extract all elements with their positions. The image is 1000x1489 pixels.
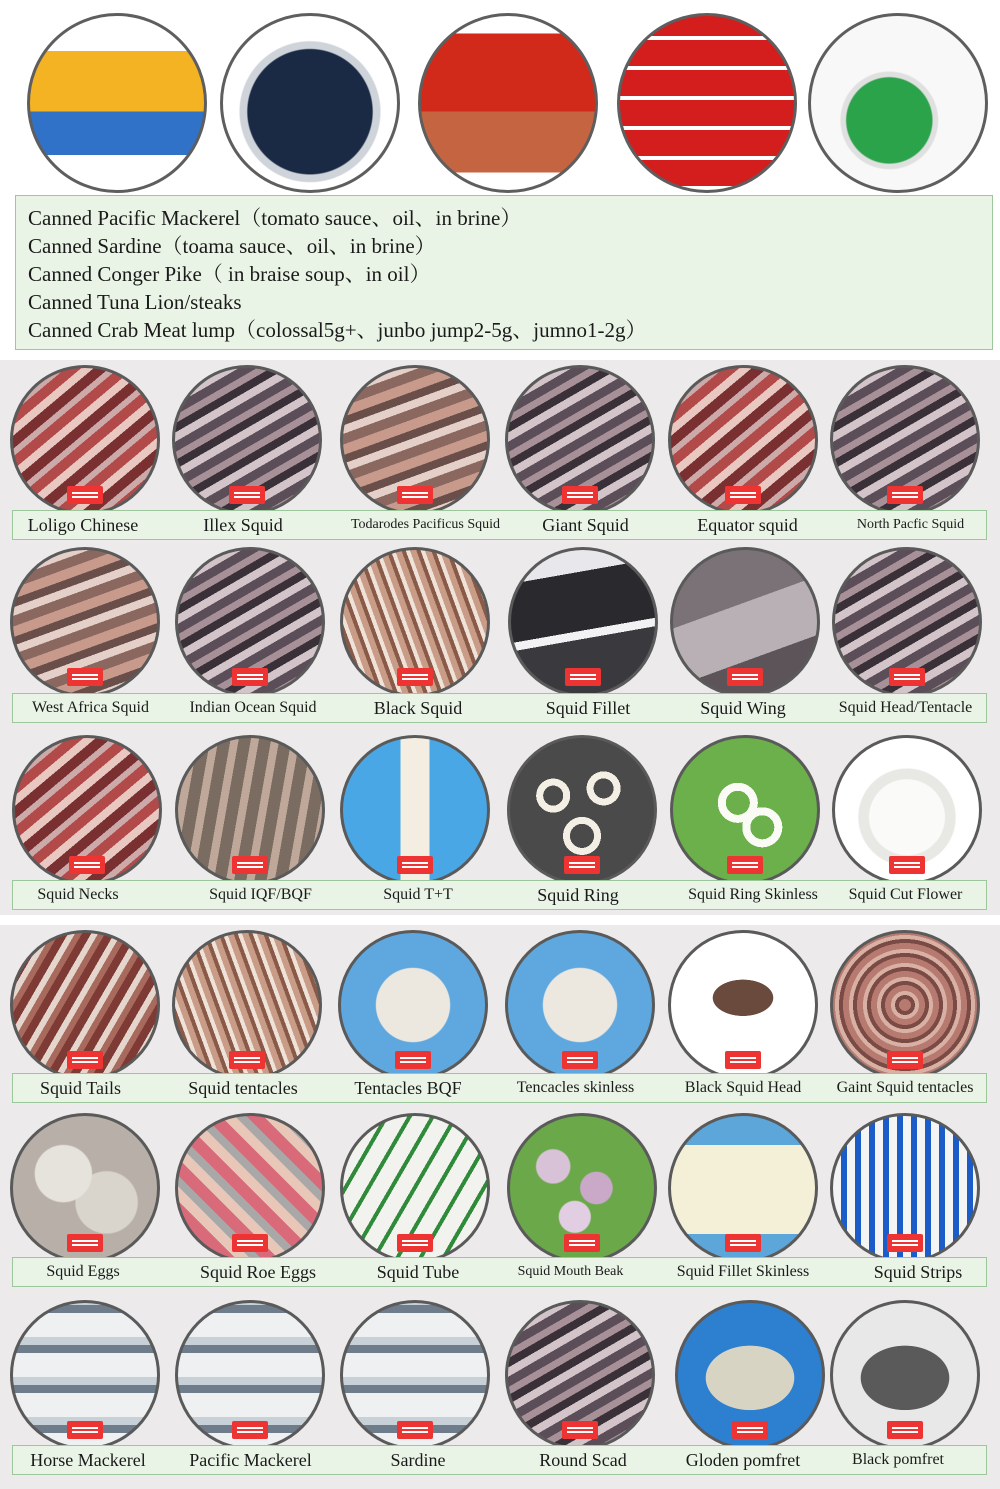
brand-stamp-icon xyxy=(562,1421,598,1439)
product-image xyxy=(10,547,160,697)
product-label: Gloden pomfret xyxy=(685,1450,801,1470)
brand-stamp-icon xyxy=(229,486,265,504)
brand-stamp-icon xyxy=(395,1051,431,1069)
canned-product-image xyxy=(418,13,598,193)
product-label: Sardine xyxy=(390,1450,446,1470)
brand-stamp-icon xyxy=(889,856,925,874)
product-label: Squid Fillet xyxy=(545,698,631,718)
brand-stamp-icon xyxy=(725,486,761,504)
product-image xyxy=(175,1113,325,1263)
brand-stamp-icon xyxy=(67,1234,103,1252)
product-label: Indian Ocean Squid xyxy=(189,699,317,716)
canned-line: Canned Tuna Lion/steaks xyxy=(28,290,242,314)
product-image xyxy=(830,1113,980,1263)
canned-product-list xyxy=(15,195,993,350)
product-image xyxy=(12,735,162,885)
label-band xyxy=(12,880,987,910)
brand-stamp-icon xyxy=(565,668,601,686)
brand-stamp-icon xyxy=(232,668,268,686)
product-label: Squid Strips xyxy=(873,1262,963,1282)
product-label: Giant Squid xyxy=(542,515,629,535)
canned-line: Canned Sardine（toama sauce、oil、in brine） xyxy=(28,234,436,258)
brand-stamp-icon xyxy=(725,1234,761,1252)
brand-stamp-icon xyxy=(564,1234,600,1252)
brand-stamp-icon xyxy=(67,668,103,686)
product-image xyxy=(670,547,820,697)
product-label: Squid Ring xyxy=(537,885,619,905)
product-image xyxy=(505,930,655,1080)
product-image xyxy=(340,547,490,697)
brand-stamp-icon xyxy=(889,668,925,686)
label-band xyxy=(12,1257,987,1287)
product-label: Squid Mouth Beak xyxy=(517,1264,624,1279)
canned-line: Canned Pacific Mackerel（tomato sauce、oil、in brine） xyxy=(28,206,522,230)
product-image xyxy=(340,1300,490,1450)
canned-product-image xyxy=(27,13,207,193)
brand-stamp-icon xyxy=(397,486,433,504)
label-band xyxy=(12,510,987,540)
canned-product-image xyxy=(617,13,797,193)
product-image xyxy=(830,1300,980,1450)
product-label: Squid Cut Flower xyxy=(848,886,963,903)
product-label: Black Squid xyxy=(373,698,463,718)
brand-stamp-icon xyxy=(887,486,923,504)
product-label: Round Scad xyxy=(539,1450,627,1470)
product-image xyxy=(507,735,657,885)
product-label: Illex Squid xyxy=(203,515,283,535)
product-image xyxy=(675,1300,825,1450)
product-label: Pacific Mackerel xyxy=(189,1450,312,1470)
product-label: Squid Ring Skinless xyxy=(688,886,818,903)
product-image xyxy=(340,1113,490,1263)
product-label: Horse Mackerel xyxy=(30,1450,146,1470)
squid-section xyxy=(0,360,1000,915)
brand-stamp-icon xyxy=(887,1051,923,1069)
label-band xyxy=(12,1445,987,1475)
product-label: Loligo Chinese xyxy=(27,515,139,535)
product-image xyxy=(10,1113,160,1263)
product-image xyxy=(172,365,322,515)
product-label: North Pacfic Squid xyxy=(856,517,965,532)
product-image xyxy=(668,930,818,1080)
squid-fish-section xyxy=(0,925,1000,1489)
product-label: Tentacles BQF xyxy=(354,1078,462,1098)
product-image xyxy=(832,735,982,885)
brand-stamp-icon xyxy=(397,1234,433,1252)
product-label: Squid Wing xyxy=(700,698,786,718)
product-image xyxy=(175,547,325,697)
product-image xyxy=(830,930,980,1080)
product-image xyxy=(175,1300,325,1450)
product-image xyxy=(832,547,982,697)
product-label: Squid Fillet Skinless xyxy=(676,1263,810,1280)
product-label: Black pomfret xyxy=(852,1451,944,1468)
product-image xyxy=(507,1113,657,1263)
product-image xyxy=(830,365,980,515)
brand-stamp-icon xyxy=(727,856,763,874)
brand-stamp-icon xyxy=(67,1421,103,1439)
brand-stamp-icon xyxy=(562,1051,598,1069)
product-label: Black Squid Head xyxy=(684,1079,802,1096)
product-label: Gaint Squid tentacles xyxy=(836,1079,974,1096)
product-image xyxy=(505,365,655,515)
brand-stamp-icon xyxy=(887,1234,923,1252)
brand-stamp-icon xyxy=(725,1051,761,1069)
brand-stamp-icon xyxy=(232,856,268,874)
canned-section xyxy=(0,0,1000,355)
brand-stamp-icon xyxy=(69,856,105,874)
product-image xyxy=(508,547,658,697)
brand-stamp-icon xyxy=(67,1051,103,1069)
product-label: Squid Head/Tentacle xyxy=(838,699,973,716)
product-label: Squid Roe Eggs xyxy=(199,1262,316,1282)
brand-stamp-icon xyxy=(732,1421,768,1439)
brand-stamp-icon xyxy=(67,486,103,504)
product-image xyxy=(668,365,818,515)
product-label: Tencacles skinless xyxy=(516,1079,635,1096)
product-label: Squid Eggs xyxy=(46,1263,120,1280)
brand-stamp-icon xyxy=(232,1421,268,1439)
brand-stamp-icon xyxy=(562,486,598,504)
brand-stamp-icon xyxy=(564,856,600,874)
product-image xyxy=(670,735,820,885)
product-label: Squid Necks xyxy=(37,886,119,903)
canned-line: Canned Crab Meat lump（colossal5g+、junbo jump2-5g、jumno1-2g） xyxy=(28,318,647,342)
product-image xyxy=(172,930,322,1080)
product-label: Squid T+T xyxy=(383,886,453,903)
canned-product-image xyxy=(220,13,400,193)
brand-stamp-icon xyxy=(727,668,763,686)
product-label: Todarodes Pacificus Squid xyxy=(350,517,501,532)
product-label: Equator squid xyxy=(697,515,798,535)
product-image xyxy=(10,1300,160,1450)
brand-stamp-icon xyxy=(887,1421,923,1439)
product-label: Squid Tube xyxy=(376,1262,460,1282)
brand-stamp-icon xyxy=(397,856,433,874)
product-label: West Africa Squid xyxy=(32,699,149,716)
brand-stamp-icon xyxy=(229,1051,265,1069)
brand-stamp-icon xyxy=(232,1234,268,1252)
product-image xyxy=(10,365,160,515)
product-image xyxy=(668,1113,818,1263)
canned-product-image xyxy=(808,13,988,193)
product-image xyxy=(338,930,488,1080)
product-image xyxy=(10,930,160,1080)
product-label: Squid tentacles xyxy=(188,1078,298,1098)
product-image xyxy=(340,735,490,885)
label-band xyxy=(12,693,987,723)
brand-stamp-icon xyxy=(397,668,433,686)
product-image xyxy=(340,365,490,515)
product-label: Squid IQF/BQF xyxy=(209,886,312,903)
brand-stamp-icon xyxy=(397,1421,433,1439)
label-band xyxy=(12,1073,987,1103)
product-label: Squid Tails xyxy=(40,1078,121,1098)
product-image xyxy=(175,735,325,885)
canned-line: Canned Conger Pike（ in braise soup、in oil） xyxy=(28,262,431,286)
product-image xyxy=(505,1300,655,1450)
